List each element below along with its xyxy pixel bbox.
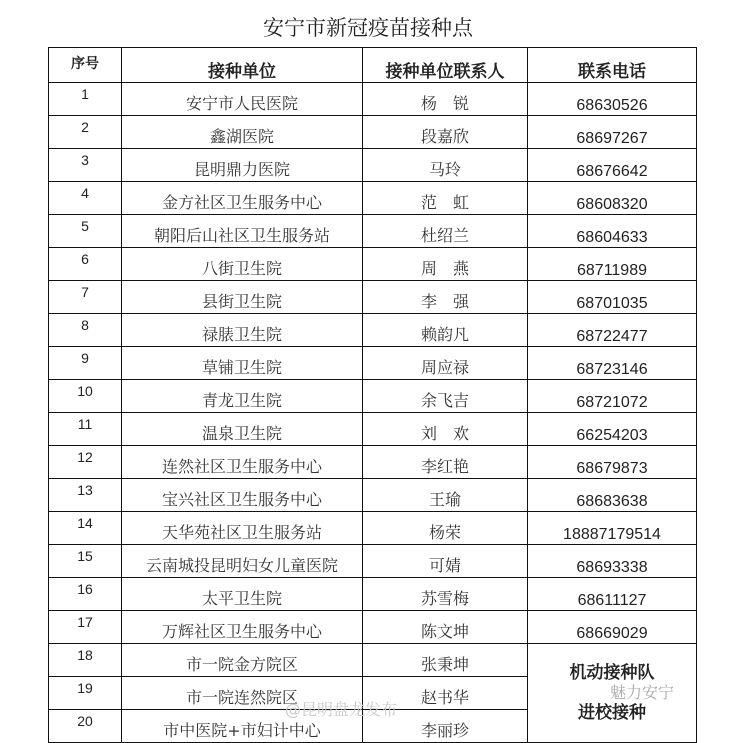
unit-name: 金方社区卫生服务中心 (122, 182, 363, 215)
unit-name: 连然社区卫生服务中心 (122, 446, 363, 479)
row-number: 13 (49, 479, 122, 512)
phone-number: 68604633 (528, 215, 697, 248)
contact-person: 刘 欢 (363, 413, 528, 446)
row-number: 18 (49, 644, 122, 677)
table-row (49, 413, 697, 446)
row-number: 7 (49, 281, 122, 314)
table-row (49, 347, 697, 380)
row-number: 2 (49, 116, 122, 149)
table-row (49, 446, 697, 479)
contact-person: 周应禄 (363, 347, 528, 380)
unit-name: 草铺卫生院 (122, 347, 363, 380)
row-number: 11 (49, 413, 122, 446)
phone-number: 68611127 (528, 578, 697, 611)
phone-number: 68722477 (528, 314, 697, 347)
unit-name: 八街卫生院 (122, 248, 363, 281)
phone-number: 18887179514 (528, 512, 697, 545)
row-number: 1 (49, 83, 122, 116)
vaccination-sites-table (48, 47, 697, 743)
table-row (49, 281, 697, 314)
unit-name: 禄脿卫生院 (122, 314, 363, 347)
header-seq: 序号 (49, 48, 122, 83)
table-row (49, 380, 697, 413)
row-number: 20 (49, 710, 122, 743)
phone-number: 68723146 (528, 347, 697, 380)
contact-person: 杜绍兰 (363, 215, 528, 248)
unit-name: 市一院连然院区 (122, 677, 363, 710)
table-row (49, 479, 697, 512)
row-number: 5 (49, 215, 122, 248)
contact-person: 杨 锐 (363, 83, 528, 116)
unit-name: 云南城投昆明妇女儿童医院 (122, 545, 363, 578)
phone-number: 68697267 (528, 116, 697, 149)
row-number: 6 (49, 248, 122, 281)
contact-person: 赖韵凡 (363, 314, 528, 347)
row-number: 12 (49, 446, 122, 479)
mobile-team-label: 机动接种队 (569, 663, 655, 683)
table-row (49, 578, 697, 611)
contact-person: 苏雪梅 (363, 578, 528, 611)
table-row (49, 83, 697, 116)
contact-person: 余飞吉 (363, 380, 528, 413)
table-row (49, 248, 697, 281)
header-contact: 接种单位联系人 (363, 48, 528, 83)
contact-person: 周 燕 (363, 248, 528, 281)
row-number: 8 (49, 314, 122, 347)
table-row (49, 644, 697, 677)
contact-person: 范 虹 (363, 182, 528, 215)
row-number: 4 (49, 182, 122, 215)
unit-name: 天华苑社区卫生服务站 (122, 512, 363, 545)
phone-number: 68679873 (528, 446, 697, 479)
phone-number: 68711989 (528, 248, 697, 281)
row-number: 19 (49, 677, 122, 710)
row-number: 3 (49, 149, 122, 182)
header-unit: 接种单位 (122, 48, 363, 83)
table-row (49, 149, 697, 182)
contact-person: 李红艳 (363, 446, 528, 479)
row-number: 15 (49, 545, 122, 578)
unit-name: 鑫湖医院 (122, 116, 363, 149)
unit-name: 市中医院+市妇计中心 (122, 710, 363, 743)
contact-person: 王瑜 (363, 479, 528, 512)
row-number: 9 (49, 347, 122, 380)
phone-number: 68683638 (528, 479, 697, 512)
row-number: 10 (49, 380, 122, 413)
school-vaccination-label: 进校接种 (578, 703, 646, 723)
phone-number: 68676642 (528, 149, 697, 182)
unit-name: 太平卫生院 (122, 578, 363, 611)
page-title: 安宁市新冠疫苗接种点 (263, 16, 473, 40)
phone-number: 68693338 (528, 545, 697, 578)
contact-person: 赵书华 (363, 677, 528, 710)
weibo-watermark: @昆明盘龙发布 (285, 700, 398, 719)
unit-name: 县街卫生院 (122, 281, 363, 314)
phone-number: 68669029 (528, 611, 697, 644)
unit-name: 温泉卫生院 (122, 413, 363, 446)
table-row (49, 215, 697, 248)
wechat-watermark: 魅力安宁 (610, 683, 675, 702)
table-row (49, 314, 697, 347)
contact-person: 张秉坤 (363, 644, 528, 677)
table-header-row (49, 48, 697, 83)
phone-number: 68630526 (528, 83, 697, 116)
unit-name: 青龙卫生院 (122, 380, 363, 413)
contact-person: 杨荣 (363, 512, 528, 545)
contact-person: 李 强 (363, 281, 528, 314)
table-row (49, 611, 697, 644)
contact-person: 李丽珍 (363, 710, 528, 743)
header-phone: 联系电话 (528, 48, 697, 83)
unit-name: 万辉社区卫生服务中心 (122, 611, 363, 644)
unit-name: 宝兴社区卫生服务中心 (122, 479, 363, 512)
row-number: 14 (49, 512, 122, 545)
unit-name: 朝阳后山社区卫生服务站 (122, 215, 363, 248)
contact-person: 陈文坤 (363, 611, 528, 644)
table-row (49, 116, 697, 149)
unit-name: 安宁市人民医院 (122, 83, 363, 116)
phone-number: 66254203 (528, 413, 697, 446)
phone-number: 68608320 (528, 182, 697, 215)
contact-person: 可婧 (363, 545, 528, 578)
table-row (49, 545, 697, 578)
table-row (49, 182, 697, 215)
contact-person: 马玲 (363, 149, 528, 182)
phone-number: 68701035 (528, 281, 697, 314)
row-number: 16 (49, 578, 122, 611)
phone-number: 68721072 (528, 380, 697, 413)
contact-person: 段嘉欣 (363, 116, 528, 149)
unit-name: 市一院金方院区 (122, 644, 363, 677)
table-row (49, 512, 697, 545)
row-number: 17 (49, 611, 122, 644)
unit-name: 昆明鼎力医院 (122, 149, 363, 182)
